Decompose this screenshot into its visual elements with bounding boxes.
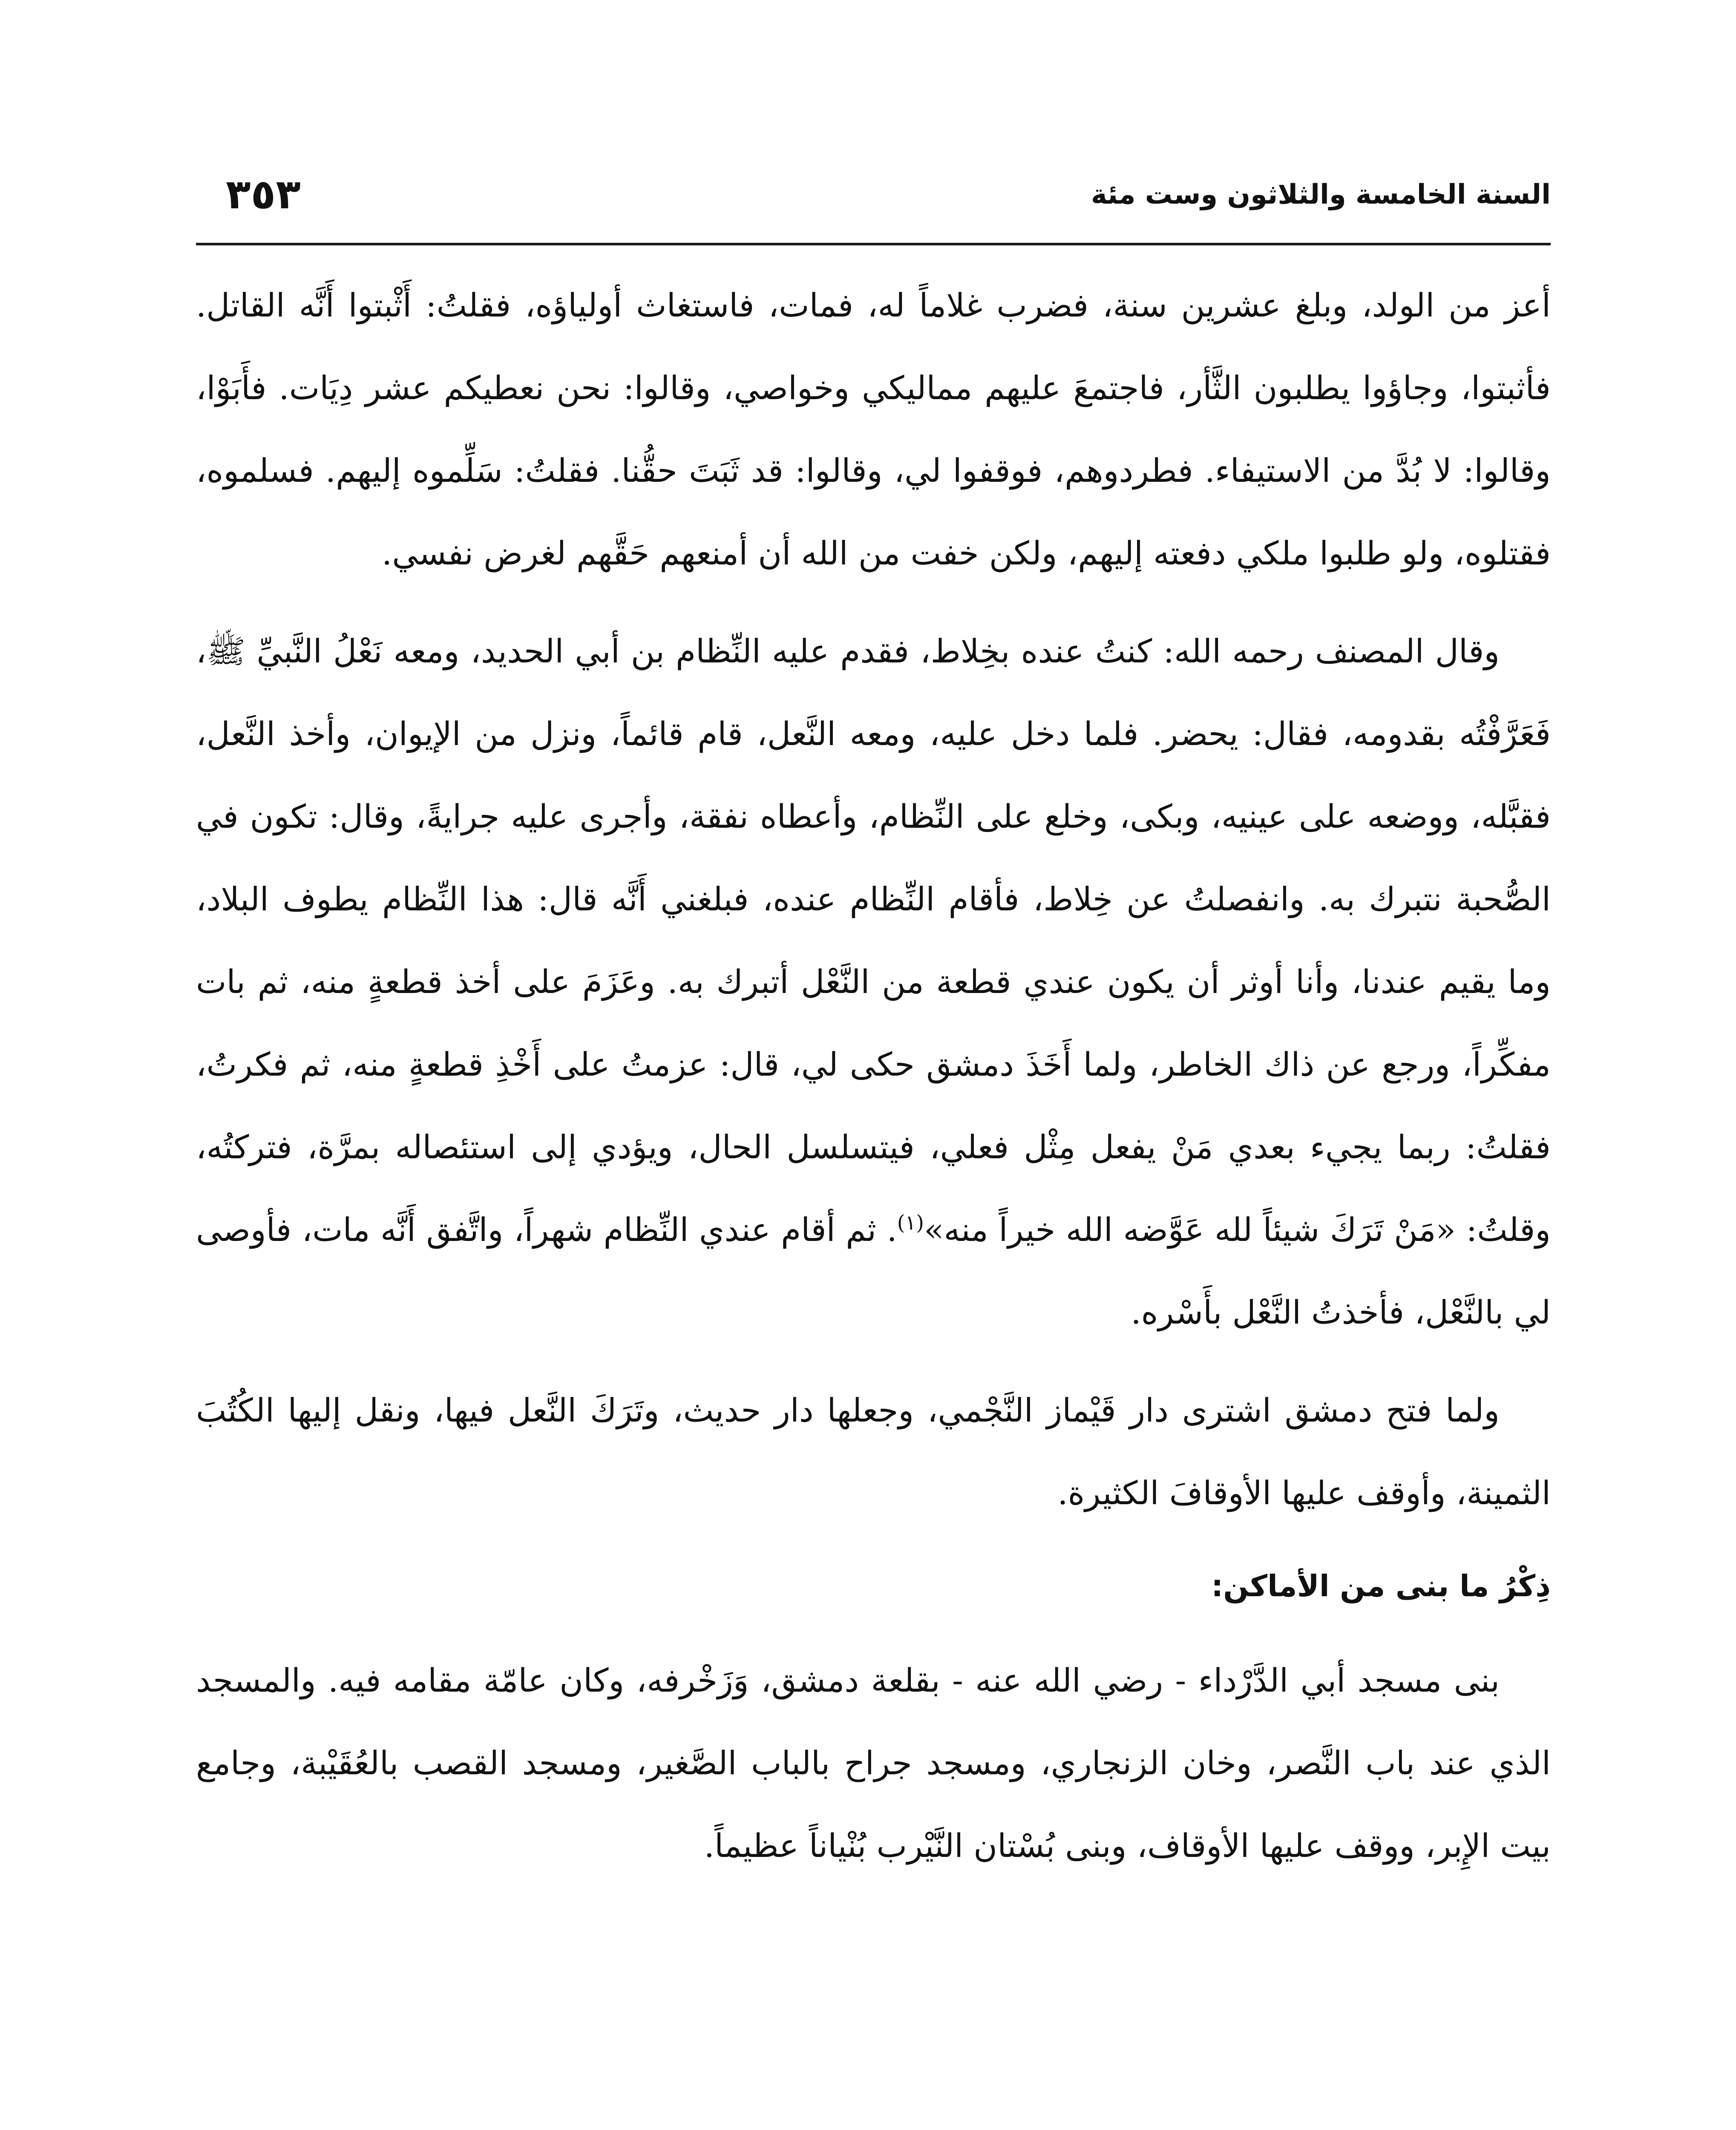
page-number: ٣٥٣ bbox=[226, 170, 301, 218]
book-page bbox=[196, 162, 1551, 2130]
paragraph-4: بنى مسجد أبي الدَّرْداء - رضي الله عنه - بقلعة دمشق، وَزَخْرفه، وكان عامّة مقامه فيه. والمسجد الذي عند باب النَّصر، وخان الزنجاري، ومسجد جراح بالباب الصَّغير، ومسجد القصب بالعُقَيْبة، وجامع بيت الإِبر، ووقف عليها الأوقاف، وبنى بُسْتان النَّيْرب بُنْياناً عظيماً. bbox=[196, 1661, 1551, 1865]
paragraph-2-text: وقال المصنف رحمه الله: كنتُ عنده بخِلاط، فقدم عليه النِّظام بن أبي الحديد، ومعه نَعْلُ النَّبيِّ ﷺ، فَعَرَّفْتُه بقدومه، فقال: يحضر. فلما دخل عليه، ومعه النَّعل، قام قائماً، ونزل من الإيوان، وأخذ النَّعل، فقبَّله، ووضعه على عينيه، وبكى، وخلع على النِّظام، وأعطاه نفقة، وأجرى عليه جرايةً، وقال: تكون في الصُّحبة نتبرك به. وانفصلتُ عن خِلاط، فأقام النِّظام عنده، فبلغني أَنَّه قال: هذا النِّظام يطوف البلاد، وما يقيم عندنا، وأنا أوثر أن يكون عندي قطعة من النَّعْل أتبرك به. وعَزَمَ على أخذ قطعةٍ منه، ثم بات مفكِّراً، ورجع عن ذاك الخاطر، ولما أَخَذَ دمشق حكى لي، قال: عزمتُ على أَخْذِ قطعةٍ منه، ثم فكرتُ، فقلتُ: ربما يجيء بعدي مَنْ يفعل مِثْل فعلي، فيتسلسل الحال، ويؤدي إلى استئصاله بمرَّة، فتركتُه، وقلتُ: «مَنْ تَرَكَ شيئاً لله عَوَّضه الله خيراً منه» bbox=[196, 632, 1551, 1249]
running-title: السنة الخامسة والثلاثون وست مئة bbox=[1091, 179, 1551, 210]
running-header bbox=[196, 162, 1551, 230]
paragraph-3: ولما فتح دمشق اشترى دار قَيْماز النَّجْمي، وجعلها دار حديث، وتَرَكَ النَّعل فيها، ونقل إليها الكُتُبَ الثمينة، وأوقف عليها الأوقافَ الكثيرة. bbox=[196, 1391, 1551, 1512]
header-divider bbox=[196, 243, 1551, 245]
section-heading: ذِكْرُ ما بنى من الأماكن: bbox=[1211, 1569, 1551, 1603]
footnote-reference: (١) bbox=[897, 1211, 924, 1235]
paragraph-2-continuation: ثم أقام عندي النِّظام شهراً، واتَّفق أَنَّه مات، فأوصى لي بالنَّعْل، فأخذتُ النَّعْل بأَسْره. bbox=[196, 1211, 1551, 1331]
paragraph-2: وقال المصنف رحمه الله: كنتُ عنده بخِلاط، فقدم عليه النِّظام بن أبي الحديد، ومعه نَعْلُ النَّبيِّ ﷺ، فَعَرَّفْتُه بقدومه، فقال: يحضر. فلما دخل عليه، ومعه النَّعل، قام قائماً، ونزل من الإيوان، وأخذ النَّعل، فقبَّله، ووضعه على عينيه، وبكى، وخلع على النِّظام، وأعطاه نفقة، وأجرى عليه جرايةً، وقال: تكون في الصُّحبة نتبرك به. وانفصلتُ عن خِلاط، فأقام النِّظام عنده، فبلغني أَنَّه قال: هذا النِّظام يطوف البلاد، وما يقيم عندنا، وأنا أوثر أن يكون عندي قطعة من النَّعْل أتبرك به. وعَزَمَ على أخذ قطعةٍ منه، ثم بات مفكِّراً، ورجع عن ذاك الخاطر، ولما أَخَذَ دمشق حكى لي، قال: عزمتُ على أَخْذِ قطعةٍ منه، ثم فكرتُ، فقلتُ: ربما يجيء بعدي مَنْ يفعل مِثْل فعلي، فيتسلسل الحال، ويؤدي إلى استئصاله بمرَّة، فتركتُه، وقلتُ: «مَنْ تَرَكَ شيئاً لله عَوَّضه الله خيراً منه»$^{(١)}$. ثم أقام عندي النِّظام شهراً، واتَّفق أَنَّه مات، فأوصى لي بالنَّعْل، فأخذتُ النَّعْل بأَسْره. bbox=[196, 632, 1551, 1331]
paragraph-1: أعز من الولد، وبلغ عشرين سنة، فضرب غلاماً له، فمات، فاستغاث أولياؤه، فقلتُ: أَثْبتوا أَنَّه القاتل. فأثبتوا، وجاؤوا يطلبون الثَّأر، فاجتمعَ عليهم مماليكي وخواصي، وقالوا: نحن نعطيكم عشر دِيَات. فأَبَوْا، وقالوا: لا بُدَّ من الاستيفاء. فطردوهم، فوقفوا لي، وقالوا: قد ثَبَتَ حقُّنا. فقلتُ: سَلِّموه إليهم. فسلموه، فقتلوه، ولو طلبوا ملكي دفعته إليهم، ولكن خفت من الله أن أمنعهم حَقَّهم لغرض نفسي. bbox=[196, 286, 1551, 572]
main-text bbox=[196, 264, 1551, 1903]
